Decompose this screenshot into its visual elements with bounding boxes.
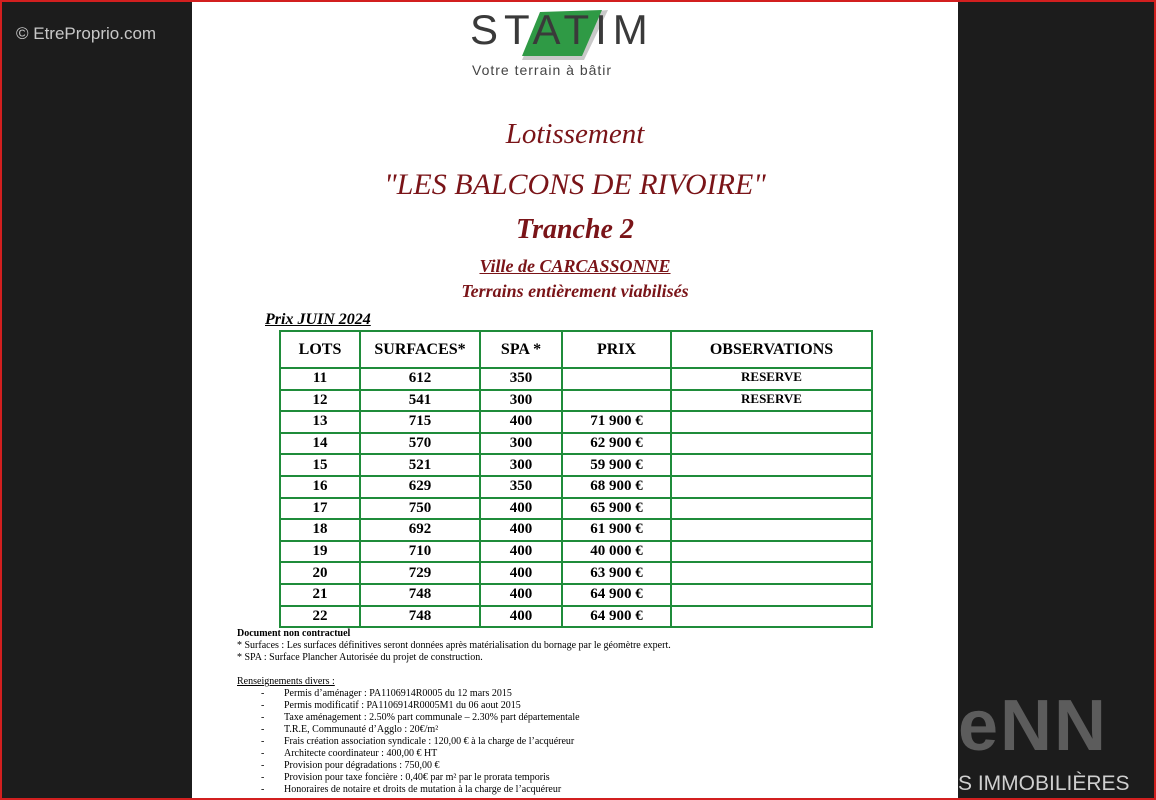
cell-surface: 570 xyxy=(360,433,480,455)
cell-observation xyxy=(671,433,872,455)
cell-lot: 18 xyxy=(280,519,360,541)
agency-logo-subtitle: S IMMOBILIÈRES xyxy=(958,772,1130,795)
cell-prix: 62 900 € xyxy=(562,433,671,455)
header-spa: SPA * xyxy=(480,331,562,368)
cell-observation xyxy=(671,541,872,563)
note-spa: * SPA : Surface Plancher Autorisée du projet de construction. xyxy=(237,652,483,663)
header-surfaces: SURFACES* xyxy=(360,331,480,368)
cell-prix: 68 900 € xyxy=(562,476,671,498)
list-item: - Honoraires de notaire et droits de mutation à la charge de l’acquéreur xyxy=(237,784,671,796)
table-row xyxy=(280,584,872,606)
table-row xyxy=(280,498,872,520)
notes-section xyxy=(237,628,671,796)
cell-prix xyxy=(562,368,671,390)
table-row xyxy=(280,519,872,541)
cell-spa: 300 xyxy=(480,390,562,412)
table-row xyxy=(280,433,872,455)
title-subtitle: Terrains entièrement viabilisés xyxy=(461,281,689,301)
list-item: - Architecte coordinateur : 400,00 € HT xyxy=(237,748,671,760)
cell-prix: 63 900 € xyxy=(562,562,671,584)
notes-heading: Document non contractuel xyxy=(237,628,351,639)
cell-spa: 400 xyxy=(480,411,562,433)
cell-lot: 20 xyxy=(280,562,360,584)
cell-spa: 400 xyxy=(480,606,562,628)
cell-surface: 748 xyxy=(360,584,480,606)
table-row xyxy=(280,368,872,390)
cell-observation xyxy=(671,606,872,628)
cell-spa: 400 xyxy=(480,519,562,541)
cell-lot: 21 xyxy=(280,584,360,606)
cell-lot: 22 xyxy=(280,606,360,628)
cell-surface: 541 xyxy=(360,390,480,412)
list-item: - Taxe aménagement : 2.50% part communale – 2.30% part départementale xyxy=(237,712,671,724)
cell-observation xyxy=(671,562,872,584)
lots-table xyxy=(279,330,873,628)
cell-lot: 11 xyxy=(280,368,360,390)
cell-prix: 65 900 € xyxy=(562,498,671,520)
header-observations: OBSERVATIONS xyxy=(671,331,872,368)
cell-surface: 750 xyxy=(360,498,480,520)
list-item: - T.R.E, Communauté d’Agglo : 20€/m² xyxy=(237,724,671,736)
info-list xyxy=(237,688,671,796)
agency-logo xyxy=(958,690,1156,800)
list-item: - Provision pour taxe foncière : 0,40€ par m² par le prorata temporis xyxy=(237,772,671,784)
cell-surface: 729 xyxy=(360,562,480,584)
cell-observation xyxy=(671,584,872,606)
cell-surface: 629 xyxy=(360,476,480,498)
table-row xyxy=(280,562,872,584)
list-item: - Permis modificatif : PA1106914R0005M1 du 06 aout 2015 xyxy=(237,700,671,712)
list-item: - Frais création association syndicale : 120,00 € à la charge de l’acquéreur xyxy=(237,736,671,748)
cell-lot: 19 xyxy=(280,541,360,563)
header-prix: PRIX xyxy=(562,331,671,368)
cell-prix: 64 900 € xyxy=(562,584,671,606)
cell-observation xyxy=(671,411,872,433)
cell-prix: 71 900 € xyxy=(562,411,671,433)
table-row xyxy=(280,390,872,412)
cell-observation xyxy=(671,519,872,541)
cell-surface: 715 xyxy=(360,411,480,433)
logo-word: STATIM xyxy=(470,6,654,53)
table-row xyxy=(280,476,872,498)
list-item: - Provision pour dégradations : 750,00 € xyxy=(237,760,671,772)
cell-lot: 12 xyxy=(280,390,360,412)
cell-spa: 300 xyxy=(480,433,562,455)
cell-observation: RESERVE xyxy=(671,368,872,390)
cell-prix xyxy=(562,390,671,412)
agency-logo-mark: eNN xyxy=(958,690,1109,766)
title-city: Ville de CARCASSONNE xyxy=(479,256,671,276)
cell-spa: 400 xyxy=(480,541,562,563)
cell-prix: 64 900 € xyxy=(562,606,671,628)
list-item: - Permis d’aménager : PA1106914R0005 du 12 mars 2015 xyxy=(237,688,671,700)
cell-prix: 59 900 € xyxy=(562,454,671,476)
cell-observation xyxy=(671,476,872,498)
cell-lot: 14 xyxy=(280,433,360,455)
cell-spa: 350 xyxy=(480,368,562,390)
cell-surface: 748 xyxy=(360,606,480,628)
table-row xyxy=(280,454,872,476)
cell-lot: 17 xyxy=(280,498,360,520)
cell-spa: 400 xyxy=(480,584,562,606)
cell-observation xyxy=(671,454,872,476)
logo-tagline: Votre terrain à bâtir xyxy=(472,62,613,78)
watermark: © EtreProprio.com xyxy=(16,24,157,43)
cell-observation xyxy=(671,498,872,520)
cell-lot: 13 xyxy=(280,411,360,433)
cell-spa: 400 xyxy=(480,562,562,584)
table-header-row xyxy=(280,331,872,368)
cell-prix: 61 900 € xyxy=(562,519,671,541)
cell-prix: 40 000 € xyxy=(562,541,671,563)
cell-surface: 692 xyxy=(360,519,480,541)
note-surfaces: * Surfaces : Les surfaces définitives seront données après matérialisation du bornage par le géomètre expert. xyxy=(237,640,671,651)
document-page xyxy=(192,0,958,800)
title-lotissement: Lotissement xyxy=(505,118,645,150)
cell-spa: 300 xyxy=(480,454,562,476)
title-name: "LES BALCONS DE RIVOIRE" xyxy=(384,168,766,201)
cell-observation: RESERVE xyxy=(671,390,872,412)
title-tranche: Tranche 2 xyxy=(516,214,634,245)
cell-lot: 15 xyxy=(280,454,360,476)
info-heading: Renseignements divers : xyxy=(237,676,335,687)
cell-spa: 400 xyxy=(480,498,562,520)
table-row xyxy=(280,411,872,433)
cell-lot: 16 xyxy=(280,476,360,498)
price-date: Prix JUIN 2024 xyxy=(265,311,371,328)
header-lots: LOTS xyxy=(280,331,360,368)
table-row xyxy=(280,606,872,628)
cell-surface: 710 xyxy=(360,541,480,563)
statim-logo xyxy=(470,6,685,86)
cell-surface: 612 xyxy=(360,368,480,390)
cell-surface: 521 xyxy=(360,454,480,476)
cell-spa: 350 xyxy=(480,476,562,498)
table-row xyxy=(280,541,872,563)
